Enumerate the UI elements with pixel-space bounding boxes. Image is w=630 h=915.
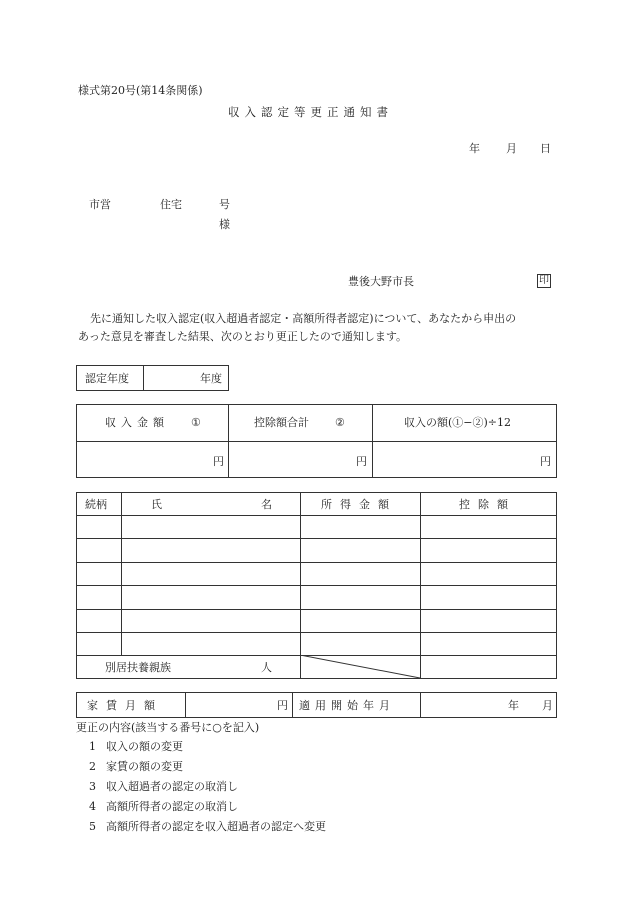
- income-amount-mark: ①: [191, 416, 201, 429]
- change-item-num: 1: [89, 740, 96, 753]
- separate-family-label: 別居扶養親族: [105, 661, 171, 674]
- monthly-income-yen: 円: [540, 455, 551, 468]
- income-amount-yen: 円: [213, 455, 224, 468]
- cert-year-unit: 年度: [200, 372, 222, 385]
- income-table: [76, 404, 557, 478]
- rent-table: [76, 692, 557, 718]
- change-item-num: 2: [89, 760, 96, 773]
- issuer-name: 豊後大野市長: [348, 275, 414, 288]
- rent-label: 家賃月額: [87, 699, 163, 712]
- body-text-line2: あった意見を審査した結果、次のとおり更正したので通知します。: [78, 330, 408, 343]
- monthly-income-header: 収入の額(①−②)÷12: [404, 416, 512, 429]
- header-name-b: 名: [261, 498, 272, 511]
- apply-month: 月: [542, 699, 553, 712]
- family-table: [76, 492, 557, 679]
- change-item-num: 3: [89, 780, 96, 793]
- date-month: 月: [506, 142, 517, 155]
- change-item-num: 5: [89, 820, 96, 833]
- date-day: 日: [540, 142, 551, 155]
- change-item-text: 家賃の額の変更: [106, 760, 183, 773]
- header-relation: 続柄: [85, 498, 107, 511]
- change-item-text: 収入の額の変更: [106, 740, 183, 753]
- separate-family-unit: 人: [261, 661, 272, 674]
- honorific: 様: [219, 218, 230, 231]
- seal-mark: 印: [539, 275, 549, 286]
- deduction-total-header: 控除額合計: [254, 416, 309, 429]
- rent-yen: 円: [277, 699, 288, 712]
- changes-heading: 更正の内容(該当する番号に○を記入): [76, 721, 260, 734]
- change-item-text: 高額所得者の認定の取消し: [106, 800, 238, 813]
- cert-year-label: 認定年度: [85, 372, 129, 385]
- header-name-a: 氏: [151, 498, 162, 511]
- change-item-num: 4: [89, 800, 96, 813]
- date-year: 年: [469, 142, 480, 155]
- diagonal-strike: [300, 655, 421, 679]
- apply-year: 年: [508, 699, 519, 712]
- body-text-line1: 先に通知した収入認定(収入超過者認定・高額所得者認定)について、あなたから申出の: [90, 312, 517, 325]
- change-item-text: 高額所得者の認定を収入超過者の認定へ変更: [106, 820, 326, 833]
- apply-start-label: 適用開始年月: [299, 699, 395, 712]
- income-amount-header: 収入金額: [105, 416, 169, 429]
- estate-label: 市営: [89, 198, 111, 211]
- housing-label: 住宅: [160, 198, 182, 211]
- deduction-total-mark: ②: [335, 416, 345, 429]
- deduction-total-yen: 円: [356, 455, 367, 468]
- document-title: 収入認定等更正通知書: [228, 105, 393, 119]
- cert-year-box: [76, 365, 229, 391]
- header-deduction: 控除額: [459, 498, 516, 511]
- form-number: 様式第20号(第14条関係): [78, 84, 203, 97]
- header-income: 所得金額: [321, 498, 397, 511]
- number-label: 号: [219, 198, 230, 211]
- change-item-text: 収入超過者の認定の取消し: [106, 780, 238, 793]
